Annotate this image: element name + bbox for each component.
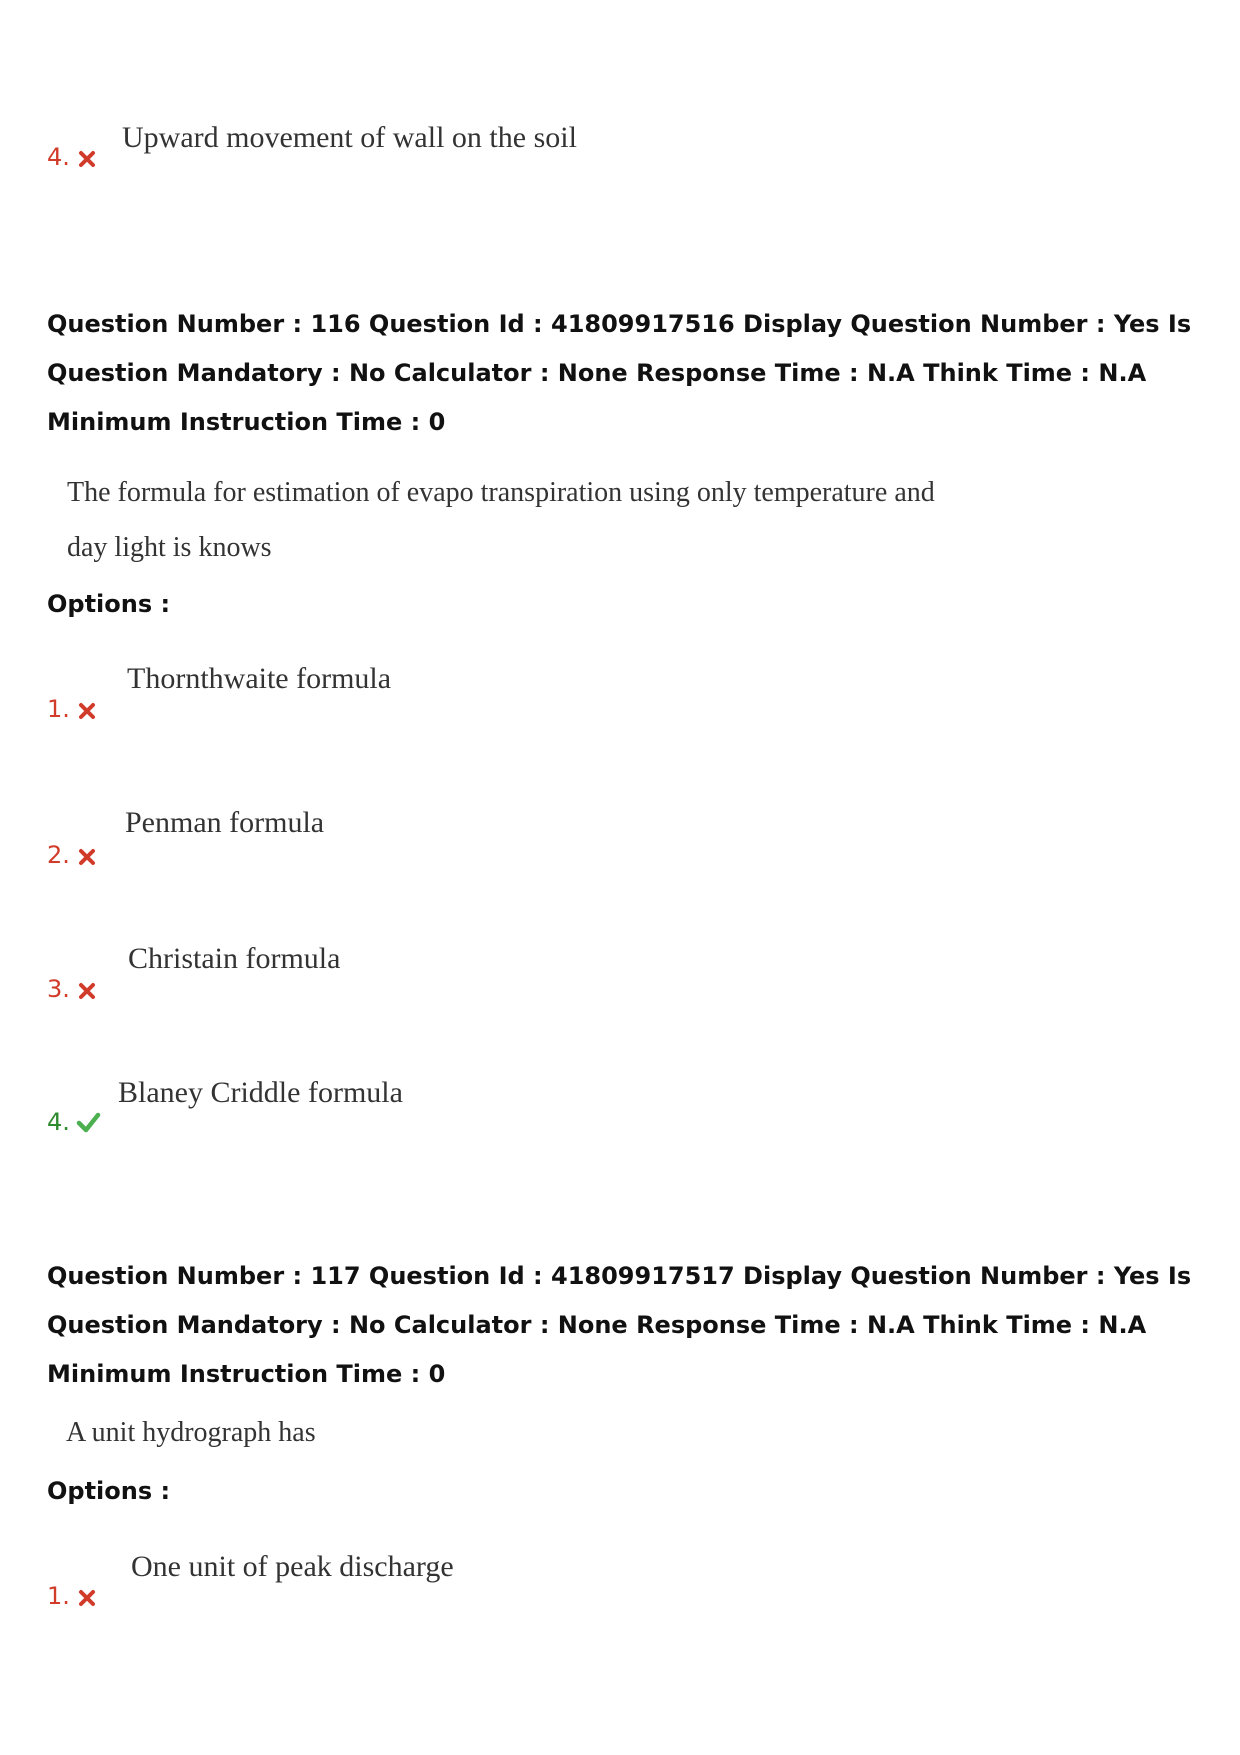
option-text: One unit of peak discharge xyxy=(131,1550,454,1583)
options-label: Options : xyxy=(47,590,171,618)
question-header: Question Number : 117 Question Id : 41809917517 Display Question Number : Yes Is Question Mandatory : No Calculator : None Response Time : N.A Think Time : N.A Minimum Instruction Time : 0 xyxy=(47,1262,1192,1388)
options-label: Options : xyxy=(47,1477,171,1505)
cross-icon xyxy=(77,1588,97,1608)
cross-icon xyxy=(77,149,97,169)
check-icon xyxy=(76,1110,101,1135)
option-text: Penman formula xyxy=(125,806,325,839)
option-number: 1. xyxy=(47,1582,70,1610)
question-text-line: A unit hydrograph has xyxy=(66,1417,316,1448)
option-number: 1. xyxy=(47,695,70,723)
cross-icon xyxy=(77,847,97,867)
option-number: 4. xyxy=(47,143,70,171)
option-text: Blaney Criddle formula xyxy=(118,1076,403,1109)
option-number: 4. xyxy=(47,1108,70,1136)
question-header: Question Number : 116 Question Id : 41809917516 Display Question Number : Yes Is Question Mandatory : No Calculator : None Response Time : N.A Think Time : N.A Minimum Instruction Time : 0 xyxy=(47,310,1192,436)
option-text: Thornthwaite formula xyxy=(127,662,392,695)
cross-icon xyxy=(77,701,97,721)
option-text: Upward movement of wall on the soil xyxy=(122,121,577,154)
option-number: 2. xyxy=(47,841,70,869)
option-number: 3. xyxy=(47,975,70,1003)
question-text-line: The formula for estimation of evapo transpiration using only temperature and xyxy=(67,477,935,508)
cross-icon xyxy=(77,981,97,1001)
option-text: Christain formula xyxy=(128,942,341,975)
question-text-line: day light is knows xyxy=(67,532,272,563)
